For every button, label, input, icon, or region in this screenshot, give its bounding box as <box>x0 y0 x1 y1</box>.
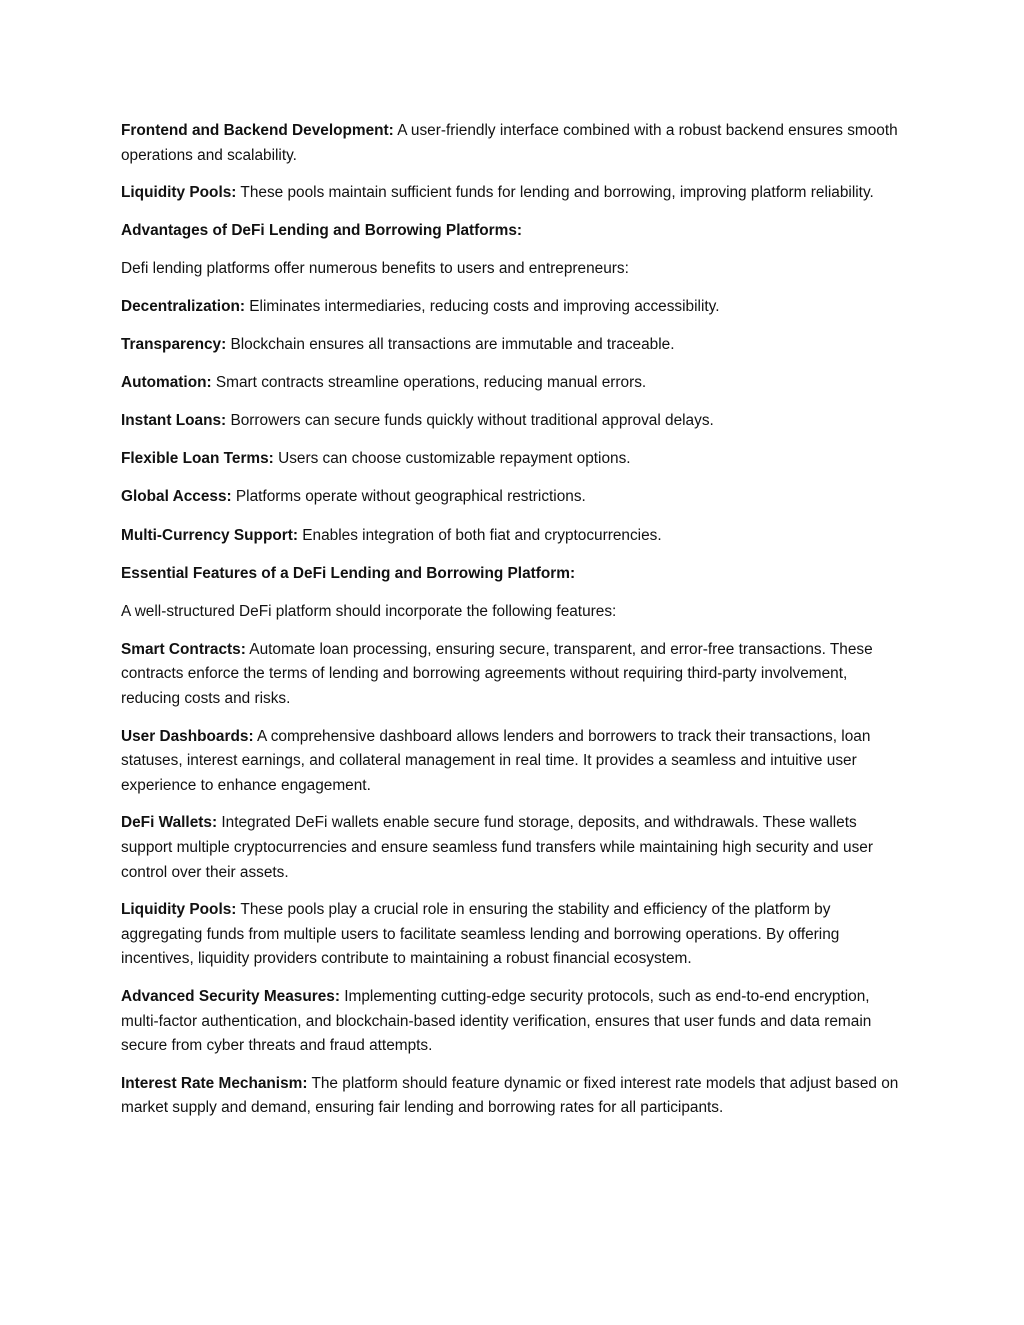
paragraph-text: Smart contracts streamline operations, reducing manual errors. <box>211 374 647 392</box>
paragraph-flexible-loan-terms <box>121 447 906 472</box>
paragraph-decentralization <box>121 295 906 320</box>
paragraph-interest-rate <box>121 1072 906 1121</box>
paragraph-frontend-backend <box>121 119 906 168</box>
paragraph-user-dashboards <box>121 725 906 799</box>
paragraph-text: Platforms operate without geographical restrictions. <box>231 488 586 506</box>
paragraph-text: Defi lending platforms offer numerous benefits to users and entrepreneurs: <box>121 259 629 277</box>
paragraph-label: Smart Contracts: <box>121 640 246 658</box>
paragraph-text: Implementing cutting-edge security protocols, such as end-to-end encryption, multi-factor authentication, and blockchain-based identity verification, ensures that user funds and data remain secure from cyber threats and fraud attempts. <box>121 987 872 1055</box>
paragraph-features-intro <box>121 600 906 625</box>
paragraph-liquidity-pools-intro <box>121 181 906 206</box>
paragraph-liquidity-pools-feature <box>121 898 906 972</box>
section-heading-advantages <box>121 219 906 244</box>
paragraph-text: Blockchain ensures all transactions are immutable and traceable. <box>226 336 675 354</box>
paragraph-multi-currency <box>121 524 906 549</box>
section-heading: Essential Features of a DeFi Lending and Borrowing Platform: <box>121 564 576 582</box>
section-heading-essential-features <box>121 562 906 587</box>
paragraph-label: Global Access: <box>121 488 232 506</box>
paragraph-label: Flexible Loan Terms: <box>121 450 274 468</box>
paragraph-global-access <box>121 485 906 510</box>
paragraph-text: A user-friendly interface combined with a robust backend ensures smooth operations and scalability. <box>121 122 898 164</box>
paragraph-text: Eliminates intermediaries, reducing costs and improving accessibility. <box>245 297 720 315</box>
section-heading: Advantages of DeFi Lending and Borrowing Platforms: <box>121 221 523 239</box>
paragraph-label: Multi-Currency Support: <box>121 526 298 544</box>
paragraph-text: Enables integration of both fiat and cryptocurrencies. <box>298 526 662 544</box>
paragraph-text: Borrowers can secure funds quickly without traditional approval delays. <box>226 412 714 430</box>
paragraph-automation <box>121 371 906 396</box>
paragraph-label: Advanced Security Measures: <box>121 987 340 1005</box>
paragraph-label: Liquidity Pools: <box>121 184 237 202</box>
paragraph-smart-contracts <box>121 638 906 712</box>
paragraph-text: These pools maintain sufficient funds for lending and borrowing, improving platform reliability. <box>236 184 874 202</box>
paragraph-text: These pools play a crucial role in ensuring the stability and efficiency of the platform by aggregating funds from multiple users to facilitate seamless lending and borrowing operations. By offering incentives, liquidity providers contribute to maintaining a robust financial ecosystem. <box>121 901 840 968</box>
paragraph-text: The platform should feature dynamic or fixed interest rate models that adjust based on market supply and demand, ensuring fair lending and borrowing rates for all participants. <box>121 1074 899 1117</box>
paragraph-label: Automation: <box>121 374 212 392</box>
paragraph-advantages-intro <box>121 257 906 282</box>
paragraph-label: Interest Rate Mechanism: <box>121 1074 308 1092</box>
paragraph-text: Users can choose customizable repayment options. <box>273 450 631 468</box>
paragraph-label: Decentralization: <box>121 297 246 315</box>
paragraph-instant-loans <box>121 409 906 434</box>
paragraph-advanced-security <box>121 985 906 1059</box>
paragraph-label: DeFi Wallets: <box>121 814 218 832</box>
paragraph-label: Instant Loans: <box>121 412 227 430</box>
paragraph-text: A comprehensive dashboard allows lenders and borrowers to track their transactions, loan statuses, interest earnings, and collateral management in real time. It provides a seamless and intuitive user experience to enhance engagement. <box>121 727 871 794</box>
paragraph-label: Transparency: <box>121 336 227 354</box>
paragraph-defi-wallets <box>121 811 906 885</box>
paragraph-text: Integrated DeFi wallets enable secure fund storage, deposits, and withdrawals. These wallets support multiple cryptocurrencies and ensure seamless fund transfers while maintaining high security and user control over their assets. <box>121 814 873 881</box>
document-page <box>121 119 906 1134</box>
paragraph-transparency <box>121 333 906 358</box>
paragraph-label: Liquidity Pools: <box>121 901 237 919</box>
paragraph-text: Automate loan processing, ensuring secure, transparent, and error-free transactions. These contracts enforce the terms of lending and borrowing agreements without requiring third-party involvement, reducing costs and risks. <box>121 640 873 707</box>
paragraph-label: User Dashboards: <box>121 727 254 745</box>
paragraph-label: Frontend and Backend Development: <box>121 122 394 139</box>
paragraph-text: A well-structured DeFi platform should incorporate the following features: <box>121 602 617 620</box>
